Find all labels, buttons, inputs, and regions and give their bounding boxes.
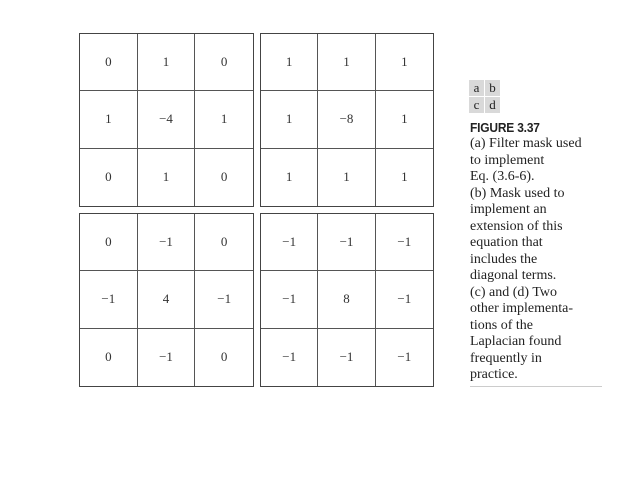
- mask-a-cell: 0: [80, 34, 138, 91]
- mask-b-cell: 1: [261, 149, 318, 206]
- mask-c-cell: −1: [138, 329, 196, 386]
- mask-d-cell: −1: [261, 214, 318, 271]
- mask-b-cell: −8: [318, 91, 375, 148]
- mask-d-cell: 8: [318, 271, 375, 328]
- panel-key: [469, 80, 500, 113]
- mask-a-cell: −4: [138, 91, 196, 148]
- mask-c-cell: 0: [80, 329, 138, 386]
- caption-line: (a) Filter mask used: [470, 136, 582, 151]
- caption-line: Eq. (3.6-6).: [470, 169, 535, 184]
- caption-line: (c) and (d) Two: [470, 284, 558, 300]
- mask-c-grid: [79, 213, 254, 387]
- mask-a-cell: 1: [195, 91, 253, 148]
- caption-line: implement an: [470, 202, 547, 217]
- mask-c-cell: 0: [80, 214, 138, 271]
- mask-c-cell: 0: [195, 214, 253, 271]
- mask-d-cell: −1: [261, 329, 318, 386]
- caption-title: FIGURE 3.37: [470, 120, 540, 135]
- mask-b-grid: [260, 33, 434, 207]
- panel-key-c: c: [469, 97, 484, 113]
- caption-line: (b) Mask used to: [470, 185, 565, 201]
- caption-line: diagonal terms.: [470, 268, 557, 283]
- mask-a-cell: 0: [195, 34, 253, 91]
- mask-a-cell: 0: [80, 149, 138, 206]
- mask-a-grid: [79, 33, 254, 207]
- caption-line: Laplacian found: [470, 334, 562, 349]
- mask-d-cell: −1: [397, 349, 412, 365]
- mask-d-cell: −1: [318, 214, 375, 271]
- mask-b-cell: 1: [376, 91, 433, 148]
- mask-a-cell: 1: [80, 91, 138, 148]
- caption-line: practice.: [470, 367, 518, 382]
- panel-key-b: b: [485, 80, 500, 96]
- caption-line: equation that: [470, 235, 543, 250]
- mask-d-cell: −1: [376, 271, 433, 328]
- caption-line: tions of the: [470, 317, 533, 333]
- panel-key-a: a: [469, 80, 484, 96]
- mask-a-cell: 1: [138, 149, 196, 206]
- mask-a-cell: 0: [220, 169, 228, 185]
- mask-c-cell: 4: [138, 271, 196, 328]
- caption-line: frequently in: [470, 350, 542, 366]
- mask-c-cell: 0: [220, 349, 228, 365]
- mask-b-cell: 1: [376, 34, 433, 91]
- mask-d-cell: −1: [261, 271, 318, 328]
- caption-line: other implementa-: [470, 301, 574, 316]
- mask-b-cell: 1: [401, 169, 408, 185]
- mask-b-cell: 1: [261, 34, 318, 91]
- mask-b-cell: 1: [318, 34, 375, 91]
- mask-b-cell: 1: [318, 149, 375, 206]
- panel-key-d: d: [485, 97, 500, 113]
- figure-caption: [470, 120, 602, 387]
- mask-b-cell: 1: [261, 91, 318, 148]
- caption-line: to implement: [470, 152, 545, 168]
- mask-d-cell: −1: [376, 214, 433, 271]
- mask-c-cell: −1: [80, 271, 138, 328]
- caption-line: extension of this: [470, 218, 563, 234]
- mask-d-cell: −1: [318, 329, 375, 386]
- mask-c-cell: −1: [195, 271, 253, 328]
- mask-c-cell: −1: [138, 214, 196, 271]
- mask-a-cell: 1: [138, 34, 196, 91]
- mask-d-grid: [260, 213, 434, 387]
- caption-line: includes the: [470, 251, 538, 267]
